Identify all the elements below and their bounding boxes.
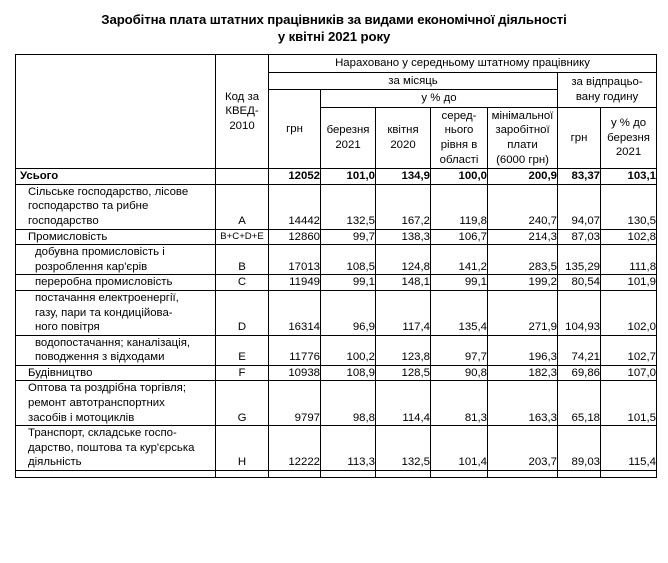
row-kved-code: H bbox=[216, 426, 269, 471]
row-percent-vs-region-average: 119,8 bbox=[431, 184, 488, 229]
row-kved-code: B+C+D+E bbox=[216, 229, 269, 245]
row-percent-vs-march-2021: 101,0 bbox=[321, 169, 376, 185]
header-hour-vs-march-2021-line-2: березня bbox=[607, 131, 650, 144]
row-activity-name: переробна промисловість bbox=[16, 275, 216, 291]
row-percent-vs-march-2021: 132,5 bbox=[321, 184, 376, 229]
row-activity-name: Транспорт, складське госпо- дарство, поштова та кур'єрська діяльність bbox=[16, 426, 216, 471]
row-percent-vs-region-average: 141,2 bbox=[431, 245, 488, 275]
header-corner-blank bbox=[16, 55, 216, 169]
row-percent-vs-region-average: 99,1 bbox=[431, 275, 488, 291]
row-percent-vs-march-2021: 99,7 bbox=[321, 229, 376, 245]
row-activity-name: добувна промисловість і розроблення кар'єрів bbox=[16, 245, 216, 275]
table-body bbox=[16, 169, 657, 478]
row-uah-per-hour: 89,03 bbox=[558, 426, 601, 471]
page-title-line-2: у квітні 2021 року bbox=[277, 29, 391, 44]
row-percent-vs-april-2020: 134,9 bbox=[376, 169, 431, 185]
row-activity-name: Промисловість bbox=[16, 229, 216, 245]
clipped-cell bbox=[431, 471, 488, 478]
row-uah-per-hour: 135,29 bbox=[558, 245, 601, 275]
row-percent-vs-minimum-wage: 196,3 bbox=[488, 335, 558, 365]
clipped-cell bbox=[16, 471, 216, 478]
row-percent-vs-minimum-wage: 182,3 bbox=[488, 365, 558, 381]
header-vs-region-average bbox=[431, 107, 488, 168]
row-activity-name: Сільське господарство, лісове господарство та рибне господарство bbox=[16, 184, 216, 229]
row-percent-vs-april-2020: 114,4 bbox=[376, 381, 431, 426]
header-hour-vs-march-2021-line-1: у % до bbox=[610, 117, 647, 130]
row-uah-per-hour: 74,21 bbox=[558, 335, 601, 365]
table-row bbox=[16, 275, 657, 291]
header-code-line-3: 2010 bbox=[229, 119, 255, 132]
header-vs-march-2021-line-2: 2021 bbox=[335, 138, 361, 151]
header-percent-to-group: у % до bbox=[321, 90, 558, 108]
row-activity-name: постачання електроенергії, газу, пари та кондиційова- ного повітря bbox=[16, 290, 216, 335]
row-percent-vs-march-2021: 100,2 bbox=[321, 335, 376, 365]
header-per-hour-line-2: вану годину bbox=[575, 90, 639, 103]
row-hour-percent-vs-march-2021: 130,5 bbox=[601, 184, 657, 229]
row-uah-per-hour: 83,37 bbox=[558, 169, 601, 185]
clipped-cell bbox=[216, 471, 269, 478]
table-row bbox=[16, 229, 657, 245]
header-uah-hour: грн bbox=[558, 107, 601, 168]
table-row bbox=[16, 365, 657, 381]
row-percent-vs-minimum-wage: 240,7 bbox=[488, 184, 558, 229]
header-vs-march-2021 bbox=[321, 107, 376, 168]
clipped-cell bbox=[601, 471, 657, 478]
row-uah-per-month: 14442 bbox=[269, 184, 321, 229]
row-percent-vs-region-average: 90,8 bbox=[431, 365, 488, 381]
row-percent-vs-april-2020: 128,5 bbox=[376, 365, 431, 381]
row-percent-vs-minimum-wage: 271,9 bbox=[488, 290, 558, 335]
row-activity-name: Оптова та роздрібна торгівля; ремонт автотранспортних засобів і мотоциклів bbox=[16, 381, 216, 426]
clipped-cell bbox=[488, 471, 558, 478]
row-uah-per-month: 11949 bbox=[269, 275, 321, 291]
row-uah-per-hour: 87,03 bbox=[558, 229, 601, 245]
header-per-month-group: за місяць bbox=[269, 72, 558, 90]
header-vs-minimum-wage bbox=[488, 107, 558, 168]
table-row bbox=[16, 184, 657, 229]
header-code-column bbox=[216, 55, 269, 169]
header-vs-minimum-wage-line-1: мінімальної bbox=[491, 109, 554, 122]
row-uah-per-hour: 69,86 bbox=[558, 365, 601, 381]
row-percent-vs-april-2020: 167,2 bbox=[376, 184, 431, 229]
page-title bbox=[0, 0, 668, 45]
row-uah-per-month: 16314 bbox=[269, 290, 321, 335]
table-row bbox=[16, 381, 657, 426]
row-uah-per-month: 12052 bbox=[269, 169, 321, 185]
header-per-hour-line-1: за відпрацьо- bbox=[571, 76, 643, 89]
header-vs-region-average-line-1: серед- bbox=[441, 109, 477, 122]
header-vs-region-average-line-3: рівня в bbox=[440, 138, 478, 151]
row-hour-percent-vs-march-2021: 111,8 bbox=[601, 245, 657, 275]
row-kved-code: E bbox=[216, 335, 269, 365]
table-row bbox=[16, 426, 657, 471]
row-percent-vs-region-average: 81,3 bbox=[431, 381, 488, 426]
header-vs-april-2020-line-2: 2020 bbox=[390, 138, 416, 151]
row-percent-vs-march-2021: 98,8 bbox=[321, 381, 376, 426]
header-uah-month: грн bbox=[269, 90, 321, 169]
row-hour-percent-vs-march-2021: 101,5 bbox=[601, 381, 657, 426]
row-percent-vs-region-average: 106,7 bbox=[431, 229, 488, 245]
row-uah-per-hour: 80,54 bbox=[558, 275, 601, 291]
row-hour-percent-vs-march-2021: 103,1 bbox=[601, 169, 657, 185]
table-row bbox=[16, 169, 657, 185]
row-uah-per-month: 12860 bbox=[269, 229, 321, 245]
header-vs-march-2021-line-1: березня bbox=[326, 124, 370, 137]
row-kved-code bbox=[216, 169, 269, 185]
row-percent-vs-april-2020: 138,3 bbox=[376, 229, 431, 245]
clipped-cell bbox=[269, 471, 321, 478]
row-uah-per-month: 10938 bbox=[269, 365, 321, 381]
row-kved-code: F bbox=[216, 365, 269, 381]
row-kved-code: C bbox=[216, 275, 269, 291]
row-percent-vs-minimum-wage: 200,9 bbox=[488, 169, 558, 185]
table-row-clipped bbox=[16, 471, 657, 478]
row-percent-vs-minimum-wage: 199,2 bbox=[488, 275, 558, 291]
row-percent-vs-minimum-wage: 163,3 bbox=[488, 381, 558, 426]
header-accrued-group: Нараховано у середньому штатному працівнику bbox=[269, 55, 657, 73]
header-per-hour-group bbox=[558, 72, 657, 107]
row-uah-per-month: 11776 bbox=[269, 335, 321, 365]
row-activity-name: водопостачання; каналізація, поводження з відходами bbox=[16, 335, 216, 365]
row-percent-vs-march-2021: 113,3 bbox=[321, 426, 376, 471]
row-hour-percent-vs-march-2021: 102,8 bbox=[601, 229, 657, 245]
row-percent-vs-region-average: 101,4 bbox=[431, 426, 488, 471]
page-title-line-1: Заробітна плата штатних працівників за видами економічної діяльності bbox=[101, 12, 567, 27]
row-hour-percent-vs-march-2021: 101,9 bbox=[601, 275, 657, 291]
header-vs-region-average-line-4: області bbox=[439, 153, 479, 166]
clipped-cell bbox=[376, 471, 431, 478]
table-row bbox=[16, 245, 657, 275]
row-uah-per-hour: 104,93 bbox=[558, 290, 601, 335]
table-header bbox=[16, 55, 657, 169]
row-percent-vs-region-average: 97,7 bbox=[431, 335, 488, 365]
row-uah-per-hour: 65,18 bbox=[558, 381, 601, 426]
row-percent-vs-region-average: 135,4 bbox=[431, 290, 488, 335]
header-code-line-1: Код за bbox=[224, 90, 260, 103]
row-activity-name: Усього bbox=[16, 169, 216, 185]
statistics-table-container bbox=[15, 54, 656, 478]
header-vs-minimum-wage-line-2: заробітної bbox=[495, 124, 550, 137]
row-percent-vs-march-2021: 108,5 bbox=[321, 245, 376, 275]
table-row bbox=[16, 335, 657, 365]
row-percent-vs-april-2020: 117,4 bbox=[376, 290, 431, 335]
row-activity-name: Будівництво bbox=[16, 365, 216, 381]
row-uah-per-month: 9797 bbox=[269, 381, 321, 426]
row-hour-percent-vs-march-2021: 107,0 bbox=[601, 365, 657, 381]
row-hour-percent-vs-march-2021: 102,0 bbox=[601, 290, 657, 335]
row-percent-vs-minimum-wage: 283,5 bbox=[488, 245, 558, 275]
row-percent-vs-region-average: 100,0 bbox=[431, 169, 488, 185]
row-kved-code: A bbox=[216, 184, 269, 229]
header-vs-region-average-line-2: нього bbox=[444, 124, 474, 137]
row-percent-vs-march-2021: 96,9 bbox=[321, 290, 376, 335]
table-row bbox=[16, 290, 657, 335]
clipped-cell bbox=[321, 471, 376, 478]
row-uah-per-month: 12222 bbox=[269, 426, 321, 471]
row-uah-per-hour: 94,07 bbox=[558, 184, 601, 229]
row-kved-code: B bbox=[216, 245, 269, 275]
header-vs-minimum-wage-line-3: плати bbox=[507, 138, 538, 151]
header-vs-april-2020 bbox=[376, 107, 431, 168]
row-kved-code: D bbox=[216, 290, 269, 335]
row-percent-vs-march-2021: 108,9 bbox=[321, 365, 376, 381]
row-uah-per-month: 17013 bbox=[269, 245, 321, 275]
header-code-line-2: КВЕД- bbox=[225, 105, 259, 118]
header-hour-vs-march-2021 bbox=[601, 107, 657, 168]
header-hour-vs-march-2021-line-3: 2021 bbox=[615, 146, 642, 159]
row-percent-vs-minimum-wage: 203,7 bbox=[488, 426, 558, 471]
row-kved-code: G bbox=[216, 381, 269, 426]
row-hour-percent-vs-march-2021: 102,7 bbox=[601, 335, 657, 365]
row-percent-vs-april-2020: 148,1 bbox=[376, 275, 431, 291]
row-percent-vs-minimum-wage: 214,3 bbox=[488, 229, 558, 245]
clipped-cell bbox=[558, 471, 601, 478]
header-vs-april-2020-line-1: квітня bbox=[387, 124, 419, 137]
row-percent-vs-march-2021: 99,1 bbox=[321, 275, 376, 291]
statistics-table bbox=[15, 54, 657, 478]
row-percent-vs-april-2020: 124,8 bbox=[376, 245, 431, 275]
header-vs-minimum-wage-line-4: (6000 грн) bbox=[496, 153, 549, 166]
row-percent-vs-april-2020: 132,5 bbox=[376, 426, 431, 471]
row-percent-vs-april-2020: 123,8 bbox=[376, 335, 431, 365]
row-hour-percent-vs-march-2021: 115,4 bbox=[601, 426, 657, 471]
header-row-1 bbox=[16, 55, 657, 73]
